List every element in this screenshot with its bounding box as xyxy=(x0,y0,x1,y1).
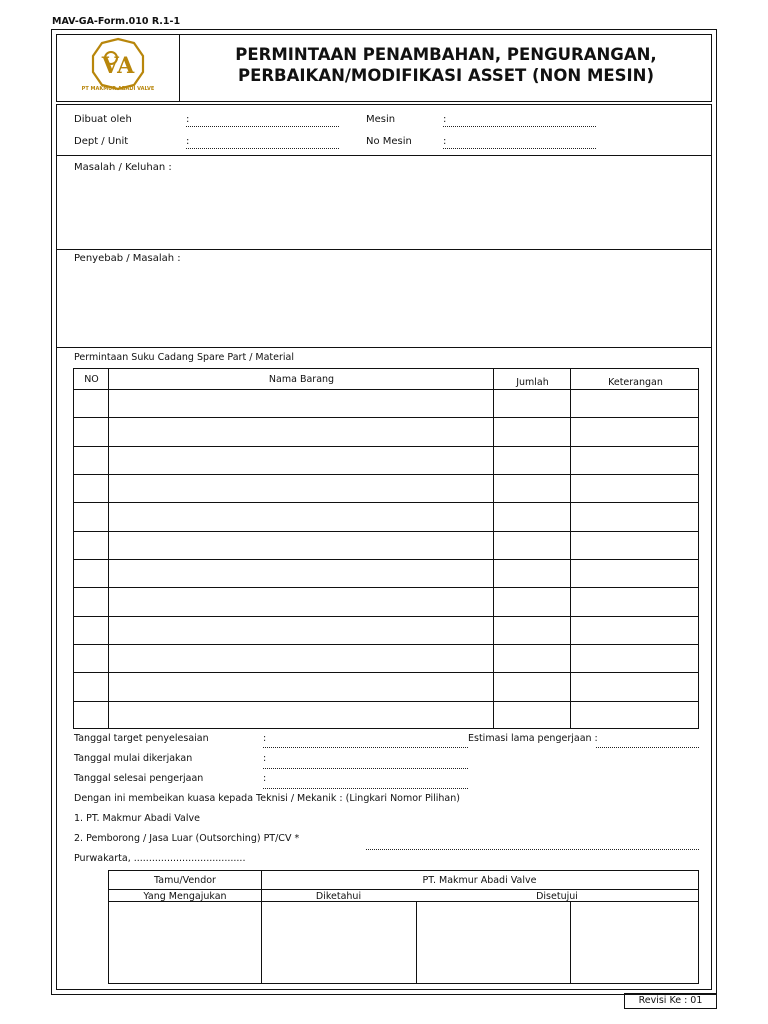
row-divider xyxy=(74,672,698,673)
form-title xyxy=(180,44,712,86)
label-mesin: Mesin xyxy=(366,114,396,125)
field-dibuat-oleh[interactable] xyxy=(186,126,339,127)
col-header-jumlah: Jumlah xyxy=(516,377,549,388)
label-target: Tanggal target penyelesaian xyxy=(74,733,209,744)
field-mesin[interactable] xyxy=(443,126,596,127)
row-divider xyxy=(74,531,698,532)
row-divider xyxy=(74,474,698,475)
logo-caption: PT MAKMUR ABADI VALVE xyxy=(81,86,155,92)
header-tamu-vendor: Tamu/Vendor xyxy=(154,875,216,886)
colon: : xyxy=(263,773,267,784)
signature-table xyxy=(108,870,699,984)
colon: : xyxy=(186,136,190,147)
row-divider xyxy=(74,644,698,645)
revision-box: Revisi Ke : 01 xyxy=(624,993,717,1009)
field-selesai[interactable] xyxy=(263,788,468,789)
row-divider xyxy=(74,587,698,588)
option-2[interactable]: 2. Pemborong / Jasa Luar (Outsorching) PT/CV * xyxy=(74,833,300,844)
parts-table xyxy=(73,368,699,729)
col-divider xyxy=(108,369,109,728)
row-divider xyxy=(74,616,698,617)
field-dept-unit[interactable] xyxy=(186,148,339,149)
header-diketahui: Diketahui xyxy=(315,891,362,902)
label-dibuat-oleh: Dibuat oleh xyxy=(74,114,132,125)
field-target[interactable] xyxy=(263,747,468,748)
row-divider xyxy=(74,446,698,447)
authorization-statement: Dengan ini membeikan kuasa kepada Teknisi / Mekanik : (Lingkari Nomor Pilihan) xyxy=(74,793,460,804)
col-divider xyxy=(493,369,494,728)
label-masalah: Masalah / Keluhan : xyxy=(74,162,172,173)
label-mulai: Tanggal mulai dikerjakan xyxy=(74,753,193,764)
header-yang-mengajukan: Yang Mengajukan xyxy=(143,891,227,902)
label-estimasi: Estimasi lama pengerjaan : xyxy=(468,733,598,744)
colon: : xyxy=(443,136,447,147)
row-divider xyxy=(74,389,698,390)
label-selesai: Tanggal selesai pengerjaan xyxy=(74,773,204,784)
row-divider xyxy=(109,889,698,890)
label-dept-unit: Dept / Unit xyxy=(74,136,129,147)
col-header-nama-barang: Nama Barang xyxy=(268,374,335,385)
row-divider xyxy=(74,417,698,418)
field-no-mesin[interactable] xyxy=(443,148,596,149)
field-estimasi[interactable] xyxy=(596,747,699,748)
option-1[interactable]: 1. PT. Makmur Abadi Valve xyxy=(74,813,200,824)
colon: : xyxy=(186,114,190,125)
field-pemborong[interactable] xyxy=(366,849,699,850)
col-divider xyxy=(570,901,571,983)
place-date: Purwakarta, ..................................... xyxy=(74,853,246,864)
col-divider xyxy=(570,369,571,728)
row-divider xyxy=(74,502,698,503)
col-header-no: NO xyxy=(84,374,99,385)
field-mulai[interactable] xyxy=(263,768,468,769)
row-divider xyxy=(74,701,698,702)
form-code: MAV-GA-Form.010 R.1-1 xyxy=(52,16,181,27)
svg-text:VA: VA xyxy=(101,53,135,79)
header-disetujui: Disetujui xyxy=(536,891,578,902)
row-divider xyxy=(74,559,698,560)
header-company: PT. Makmur Abadi Valve xyxy=(422,875,537,886)
label-permintaan: Permintaan Suku Cadang Spare Part / Material xyxy=(74,352,295,363)
colon: : xyxy=(443,114,447,125)
label-penyebab: Penyebab / Masalah : xyxy=(74,253,181,264)
col-divider xyxy=(416,901,417,983)
col-header-keterangan: Keterangan xyxy=(608,377,663,388)
col-divider xyxy=(261,871,262,983)
label-no-mesin: No Mesin xyxy=(366,136,412,147)
colon: : xyxy=(263,733,267,744)
colon: : xyxy=(263,753,267,764)
title-line-2: PERBAIKAN/MODIFIKASI ASSET (NON MESIN) xyxy=(237,66,655,85)
title-line-1: PERMINTAAN PENAMBAHAN, PENGURANGAN, xyxy=(235,45,657,64)
info-box xyxy=(56,104,712,156)
